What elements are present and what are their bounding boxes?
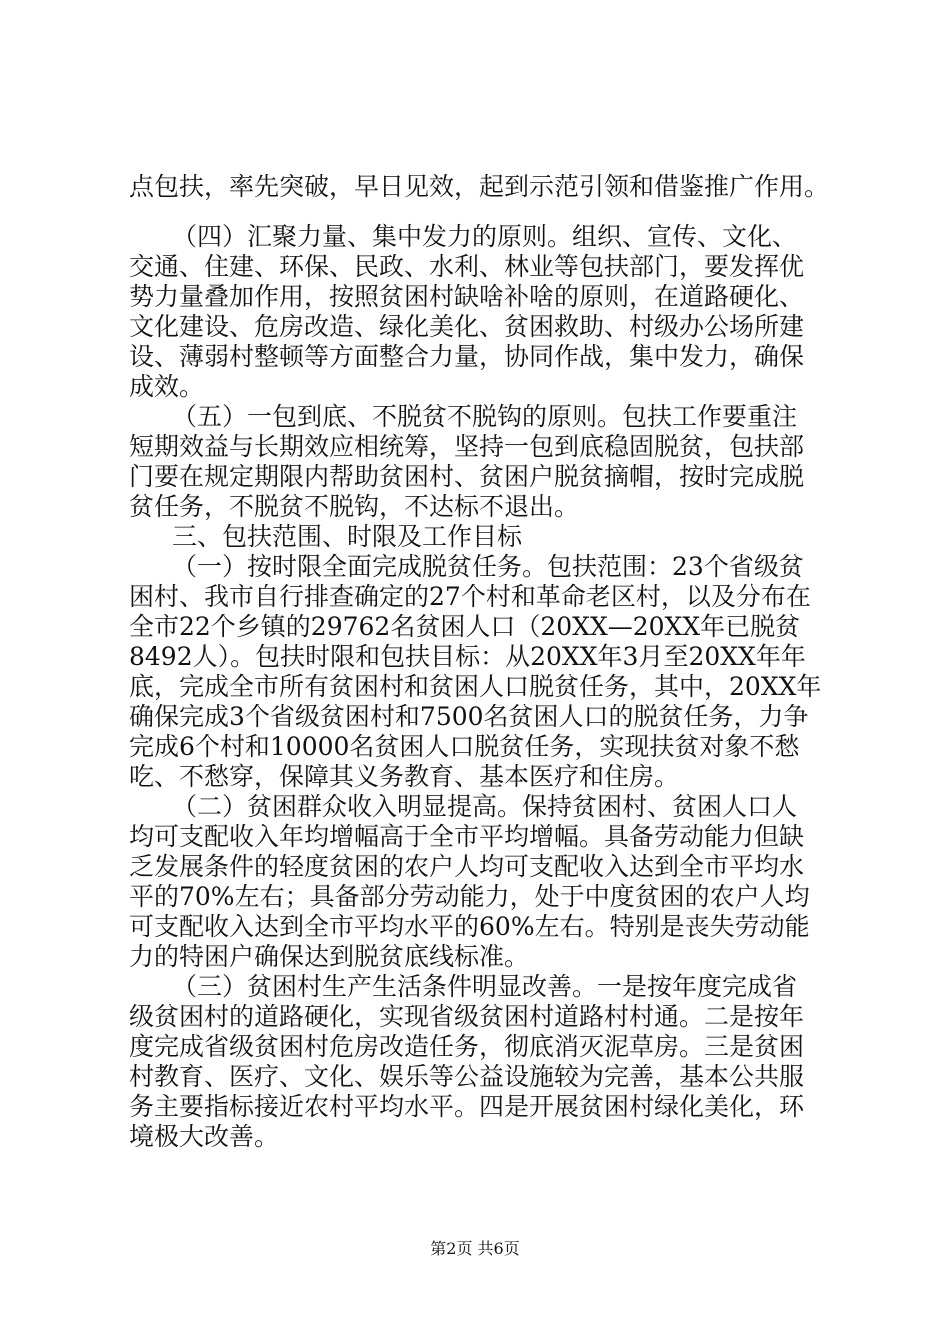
text-line: 村教育、医疗、文化、娱乐等公益设施较为完善，基本公共服 bbox=[129, 1062, 805, 1091]
text-line: 交通、住建、环保、民政、水利、林业等包扶部门，要发挥优 bbox=[129, 252, 805, 281]
text-line: 势力量叠加作用，按照贫困村缺啥补啥的原则，在道路硬化、 bbox=[129, 282, 805, 311]
text-line: 底，完成全市所有贫困村和贫困人口脱贫任务，其中，20XX年 bbox=[129, 672, 822, 701]
text-line: （三）贫困村生产生活条件明显改善。一是按年度完成省 bbox=[172, 972, 798, 1001]
text-line: 务主要指标接近农村平均水平。四是开展贫困村绿化美化，环 bbox=[129, 1092, 805, 1121]
text-line: 可支配收入达到全市平均水平的60%左右。特别是丧失劳动能 bbox=[129, 912, 810, 941]
text-line: 度完成省级贫困村危房改造任务，彻底消灭泥草房。三是贫困 bbox=[129, 1032, 805, 1061]
text-line: 全市22个乡镇的29762名贫困人口（20XX—20XX年已脱贫 bbox=[129, 612, 801, 641]
text-line: 境极大改善。 bbox=[129, 1122, 280, 1151]
text-line: 8492人）。包扶时限和包扶目标：从20XX年3月至20XX年年 bbox=[129, 642, 806, 671]
text-line: 力的特困户确保达到脱贫底线标准。 bbox=[129, 942, 530, 971]
text-line: 乏发展条件的轻度贫困的农户人均可支配收入达到全市平均水 bbox=[129, 852, 805, 881]
text-line: （五）一包到底、不脱贫不脱钩的原则。包扶工作要重注 bbox=[172, 402, 798, 431]
text-line: 短期效益与长期效应相统筹，坚持一包到底稳固脱贫，包扶部 bbox=[129, 432, 805, 461]
text-line: 文化建设、危房改造、绿化美化、贫困救助、村级办公场所建 bbox=[129, 312, 805, 341]
text-line: 贫任务，不脱贫不脱钩，不达标不退出。 bbox=[129, 492, 580, 521]
page-footer: 第2页 共6页 bbox=[430, 1239, 520, 1258]
text-line: 平的70%左右；具备部分劳动能力，处于中度贫困的农户人均 bbox=[129, 882, 810, 911]
text-line: 门要在规定期限内帮助贫困村、贫困户脱贫摘帽，按时完成脱 bbox=[129, 462, 805, 491]
text-line: 确保完成3个省级贫困村和7500名贫困人口的脱贫任务，力争 bbox=[129, 702, 809, 731]
text-line: 困村、我市自行排查确定的27个村和革命老区村，以及分布在 bbox=[129, 582, 811, 611]
text-line: 吃、不愁穿，保障其义务教育、基本医疗和住房。 bbox=[129, 762, 680, 791]
text-line: 均可支配收入年均增幅高于全市平均增幅。具备劳动能力但缺 bbox=[129, 822, 805, 851]
text-line: 点包扶，率先突破，早日见效，起到示范引领和借鉴推广作用。 bbox=[129, 172, 830, 201]
text-line: 成效。 bbox=[129, 372, 205, 401]
text-line: （一）按时限全面完成脱贫任务。包扶范围：23个省级贫 bbox=[172, 552, 804, 581]
text-line: （二）贫困群众收入明显提高。保持贫困村、贫困人口人 bbox=[172, 792, 798, 821]
text-line: 设、薄弱村整顿等方面整合力量，协同作战，集中发力，确保 bbox=[129, 342, 805, 371]
section-heading: 三、包扶范围、时限及工作目标 bbox=[172, 522, 523, 551]
text-line: 完成6个村和10000名贫困人口脱贫任务，实现扶贫对象不愁 bbox=[129, 732, 800, 761]
text-line: 级贫困村的道路硬化，实现省级贫困村道路村村通。二是按年 bbox=[129, 1002, 805, 1031]
text-line: （四）汇聚力量、集中发力的原则。组织、宣传、文化、 bbox=[172, 222, 798, 251]
